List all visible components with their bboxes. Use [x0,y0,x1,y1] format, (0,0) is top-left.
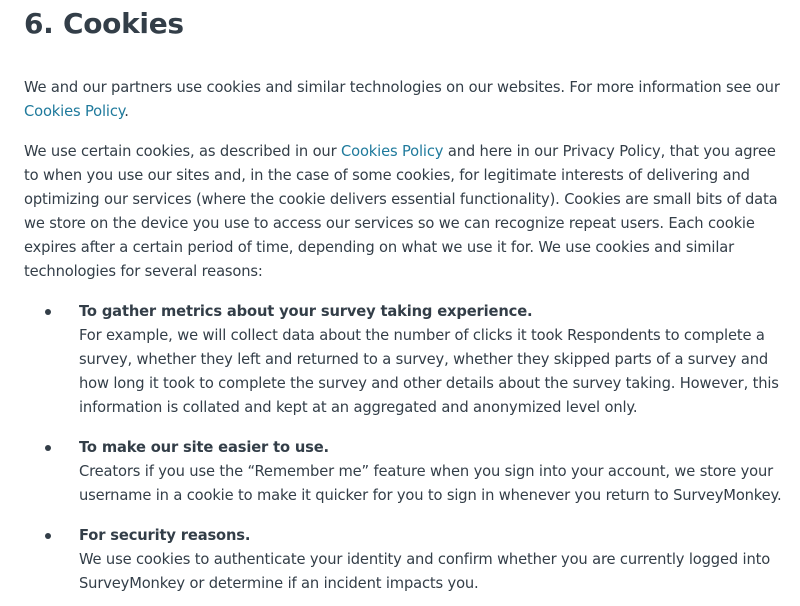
section-heading: 6. Cookies [24,7,184,40]
reason-title: To gather metrics about your survey taking experience. [79,303,533,320]
reason-body: For example, we will collect data about the number of clicks it took Respondents to complete a survey, whether they left and returned to a survey, whether they skipped parts of a survey and how long it took to complete the survey and other details about the survey taking. However, this information is collated and kept at an aggregated and anonymized level only. [79,327,779,416]
bullet-icon [45,445,51,451]
cookies-policy-link[interactable]: Cookies Policy [24,103,125,120]
intro-text-end: . [124,103,129,120]
reason-body: Creators if you use the “Remember me” feature when you sign into your account, we store your username in a cookie to make it quicker for you to sign in whenever you return to SurveyMonkey. [79,463,782,504]
reasons-list [24,300,794,596]
reason-body: We use cookies to authenticate your identity and confirm whether you are currently logged into SurveyMonkey or determine if an incident impacts you. [79,551,771,592]
list-item [24,524,794,596]
intro-text: We and our partners use cookies and similar technologies on our websites. For more information see our [24,79,780,96]
details-text-rest: and here in our Privacy Policy, that you agree to when you use our sites and, in the case of some cookies, for legitimate interests of delivering and optimizing our services (where the cookie delivers essential functionality). Cookies are small bits of data we store on the device you use to access our services so we can recognize repeat users. Each cookie expires after a certain period of time, depending on what we use it for. We use cookies and similar technologies for several reasons: [24,143,778,280]
bullet-icon [45,309,51,315]
details-text-start: We use certain cookies, as described in our [24,143,341,160]
list-item [24,436,794,508]
reason-title: For security reasons. [79,527,251,544]
cookies-policy-link-inline[interactable]: Cookies Policy [341,143,444,160]
list-item [24,300,794,420]
intro-paragraph [24,76,794,124]
bullet-icon [45,533,51,539]
details-paragraph [24,140,794,284]
reason-title: To make our site easier to use. [79,439,329,456]
